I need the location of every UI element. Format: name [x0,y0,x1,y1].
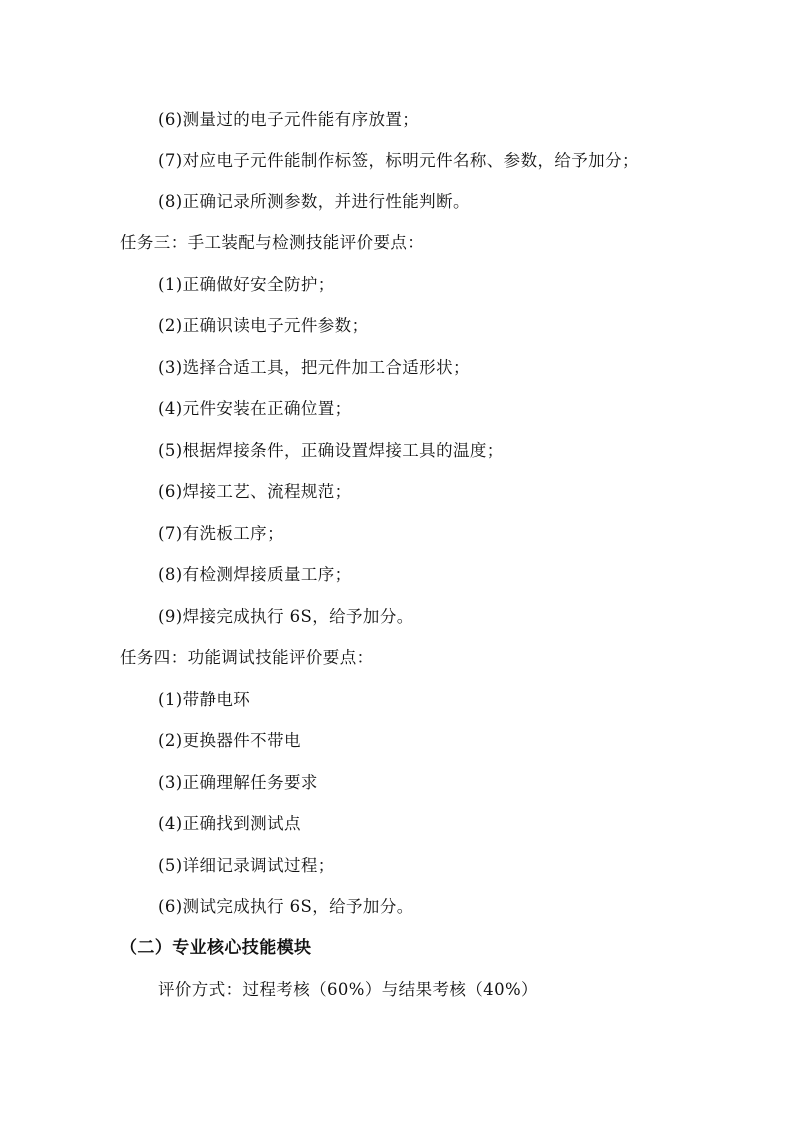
task2-item-8: (8)正确记录所测参数，并进行性能判断。 [158,192,470,211]
evaluation-method: 评价方式：过程考核（60%）与结果考核（40%） [158,980,538,999]
task3-item-9: (9)焊接完成执行 6S，给予加分。 [158,607,414,626]
task2-item-7: (7)对应电子元件能制作标签，标明元件名称、参数，给予加分； [158,151,639,170]
task4-heading: 任务四：功能调试技能评价要点： [120,648,374,667]
task3-item-8: (8)有检测焊接质量工序； [158,565,352,584]
task3-heading: 任务三：手工装配与检测技能评价要点： [120,233,425,252]
task3-item-6: (6)焊接工艺、流程规范； [158,482,352,501]
task3-item-3: (3)选择合适工具，把元件加工合适形状； [158,358,470,377]
task3-item-2: (2)正确识读电子元件参数； [158,316,369,335]
task3-item-5: (5)根据焊接条件，正确设置焊接工具的温度； [158,441,504,460]
task4-item-3: (3)正确理解任务要求 [158,773,318,792]
task4-item-6: (6)测试完成执行 6S，给予加分。 [158,897,414,916]
task4-item-4: (4)正确找到测试点 [158,814,301,833]
task4-item-1: (1)带静电环 [158,690,251,709]
task3-item-1: (1)正确做好安全防护； [158,275,335,294]
section2-heading: （二）专业核心技能模块 [120,938,312,958]
task2-item-6: (6)测量过的电子元件能有序放置； [158,110,420,129]
task4-item-5: (5)详细记录调试过程； [158,856,335,875]
task3-item-7: (7)有洗板工序； [158,524,284,543]
task4-item-2: (2)更换器件不带电 [158,731,301,750]
task3-item-4: (4)元件安装在正确位置； [158,399,352,418]
